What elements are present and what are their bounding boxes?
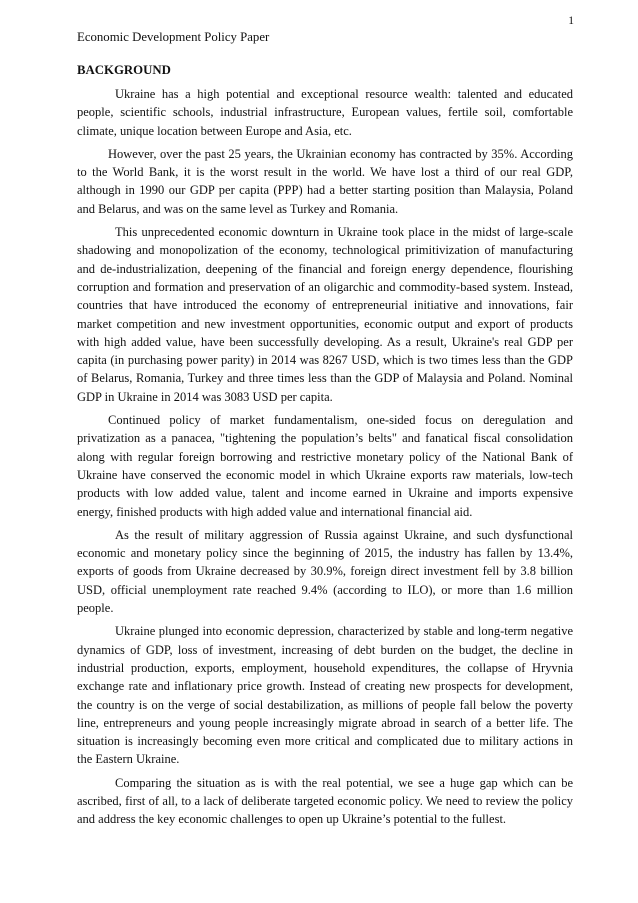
paragraph: However, over the past 25 years, the Ukrainian economy has contracted by 35%. According to the World Bank, it is the worst result in the world. We have lost a third of our real GDP, although in 1990 our GDP per capita (PPP) had a better starting position than Malaysia, Poland and Belarus, and was on the same level as Turkey and Romania. [77, 146, 573, 216]
paragraph: Ukraine plunged into economic depression, characterized by stable and long-term negative dynamics of GDP, loss of investment, increasing of debt burden on the budget, the decline in industrial production, exports, employment, household expenditures, the collapse of Hryvnia exchange rate and inflationary price growth. Instead of creating new prospects for development, the country is on the verge of social destabilization, as millions of people fall below the poverty line, entrepreneurs and young people increasingly migrate abroad in search of a better life. The situation is increasingly becoming even more critical and complicated due to military actions in the Eastern Ukraine. [77, 624, 573, 767]
paragraph: As the result of military aggression of Russia against Ukraine, and such dysfunctional economic and monetary policy since the beginning of 2015, the industry has fallen by 13.4%, exports of goods from Ukraine decreased by 30.9%, foreign direct investment fell by 3.8 billion USD, official unemployment rate reached 9.4% (according to ILO), or more than 1.6 million people. [77, 527, 573, 616]
document-body [77, 85, 573, 834]
section-title: BACKGROUND [77, 63, 171, 77]
page-number: 1 [568, 15, 574, 27]
paragraph: Comparing the situation as is with the real potential, we see a huge gap which can be ascribed, first of all, to a lack of deliberate targeted economic policy. We need to review the policy and address the key economic challenges to open up Ukraine’s potential to the fullest. [77, 775, 573, 827]
paragraph: Continued policy of market fundamentalism, one-sided focus on deregulation and privatization as a panacea, "tightening the population’s belts" and fanatical fiscal consolidation along with regular foreign borrowing and restrictive monetary policy of the National Bank of Ukraine have conserved the economic model in which Ukraine exports raw materials, low-tech products with low added value, talent and income earned in Ukraine and imports expensive energy, finished products with high added value and international financial aid. [77, 413, 573, 519]
paragraph: This unprecedented economic downturn in Ukraine took place in the midst of large-scale shadowing and monopolization of the economy, technological primitivization of manufacturing and de-industrialization, deepening of the financial and foreign energy dependence, flourishing corruption and formation and preservation of an oligarchic and commodity-based system. Instead, countries that have introduced the economy of entrepreneurial initiative and innovations, fair market competition and new investment opportunities, economic output and export of products with high added value, have been successfully developing. As a result, Ukraine's real GDP per capita (in purchasing power parity) in 2014 was 8267 USD, which is two times less than the GDP of Belarus, Romania, Turkey and three times less than the GDP of Malaysia and Poland. Nominal GDP in Ukraine in 2014 was 3083 USD per capita. [77, 225, 573, 404]
running-header: Economic Development Policy Paper [77, 30, 270, 44]
paragraph: Ukraine has a high potential and exceptional resource wealth: talented and educated people, scientific schools, industrial infrastructure, European values, fertile soil, comfortable climate, unique location between Europe and Asia, etc. [77, 87, 573, 138]
